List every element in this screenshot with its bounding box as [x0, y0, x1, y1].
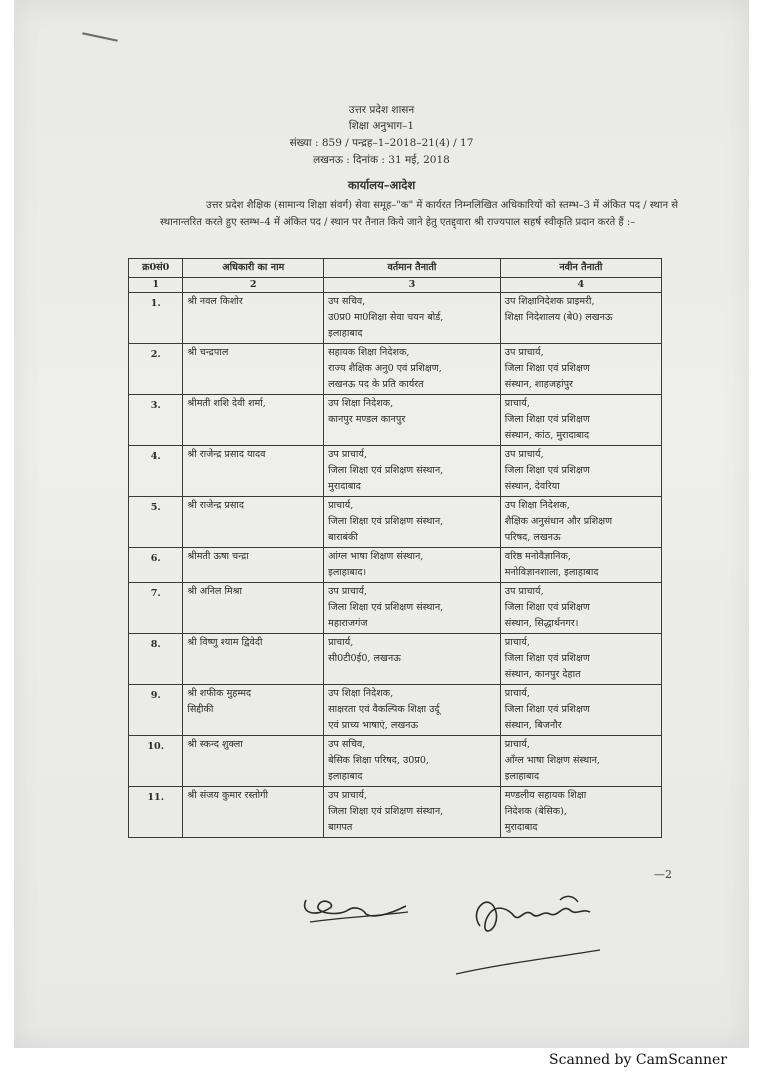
new-posting-line: जिला शिक्षा एवं प्रशिक्षण [504, 653, 590, 664]
officer-name [183, 583, 324, 634]
new-posting-line: प्राचार्य, [504, 398, 530, 409]
current-posting-line: उप सचिव, [328, 296, 366, 307]
officer-name [183, 293, 324, 344]
officer-name [183, 787, 324, 838]
header-number: संख्या : 859 / पन्द्रह–1–2018–21(4) / 17 [289, 137, 474, 149]
officer-name-line: श्रीमती ऊषा चन्द्रा [187, 551, 249, 562]
current-posting-line: उप सचिव, [328, 739, 366, 750]
serial-number: 5. [129, 497, 183, 548]
pen-mark [82, 32, 118, 41]
table-row [129, 736, 662, 787]
table-header-row [129, 259, 662, 278]
new-posting-line: संस्थान, कानपुर देहात [504, 669, 581, 680]
col-number: 3 [324, 278, 501, 293]
current-posting-line: राज्य शैक्षिक अनु0 एवं प्रशिक्षण, [328, 363, 442, 374]
officer-name [183, 395, 324, 446]
officer-name-line: श्री अनिल मिश्रा [187, 586, 242, 597]
current-posting-line: महाराजगंज [328, 618, 368, 629]
current-posting-line: बागपत [328, 822, 353, 833]
officer-name-line: श्री संजय कुमार रस्तोगी [187, 790, 269, 801]
table-row [129, 293, 662, 344]
current-posting [324, 736, 501, 787]
header-section: शिक्षा अनुभाग–1 [348, 120, 415, 132]
current-posting-line: उप प्राचार्य, [328, 790, 367, 801]
col-header-new: नवीन तैनाती [500, 259, 661, 278]
new-posting [500, 548, 661, 583]
officer-name-line: श्री नवल किशोर [187, 296, 243, 307]
current-posting-line: जिला शिक्षा एवं प्रशिक्षण संस्थान, [328, 465, 444, 476]
current-posting-line: उ0प्र0 मा0शिक्षा सेवा चयन बोर्ड, [328, 312, 444, 323]
officer-name-line: श्री विष्णु श्याम द्विवेदी [187, 637, 263, 648]
new-posting-line: जिला शिक्षा एवं प्रशिक्षण [504, 414, 590, 425]
current-posting [324, 293, 501, 344]
transfer-table [128, 258, 662, 838]
current-posting [324, 344, 501, 395]
new-posting-line: मण्डलीय सहायक शिक्षा [504, 790, 587, 801]
current-posting [324, 497, 501, 548]
new-posting-line: जिला शिक्षा एवं प्रशिक्षण [504, 465, 590, 476]
current-posting [324, 446, 501, 497]
new-posting-line: जिला शिक्षा एवं प्रशिक्षण [504, 602, 590, 613]
officer-name [183, 344, 324, 395]
current-posting-line: सी0टी0ई0, लखनऊ [328, 653, 401, 664]
new-posting-line: प्राचार्य, [504, 637, 530, 648]
new-posting-line: उप प्राचार्य, [504, 586, 544, 597]
new-posting [500, 685, 661, 736]
new-posting-line: इलाहाबाद [504, 771, 540, 782]
officer-name [183, 685, 324, 736]
current-posting-line: साक्षरता एवं वैकल्पिक शिक्षा उर्दू [328, 704, 440, 715]
officer-name [183, 736, 324, 787]
current-posting [324, 583, 501, 634]
serial-number: 4. [129, 446, 183, 497]
intro-paragraph: उत्तर प्रदेश शैक्षिक (सामान्य शिक्षा संवर्ग) सेवा समूह–"क" में कार्यरत निम्नलिखित अधिकारियों को स्तम्भ–3 में अंकित पद / स्थान से स्थानान्तरित करते हुए स्तम्भ–4 में अंकित पद / स्थान पर तैनात किये जाने हेतु एतद्द्वारा श्री राज्यपाल सहर्ष स्वीकृति प्रदान करते हैं :– [160, 200, 678, 228]
serial-number: 7. [129, 583, 183, 634]
current-posting-line: इलाहाबाद [328, 328, 363, 339]
new-posting-line: वरिष्ठ मनोवैज्ञानिक, [504, 551, 571, 562]
new-posting-line: प्राचार्य, [504, 739, 530, 750]
serial-number: 8. [129, 634, 183, 685]
current-posting-line: बाराबंकी [328, 532, 358, 543]
new-posting [500, 344, 661, 395]
signature-initials [296, 888, 416, 928]
officer-name [183, 548, 324, 583]
current-posting [324, 787, 501, 838]
new-posting-line: संस्थान, शाहजहांपुर [504, 379, 573, 390]
new-posting-line: आँग्ल भाषा शिक्षण संस्थान, [504, 755, 600, 766]
table-row [129, 787, 662, 838]
table-row [129, 548, 662, 583]
table-body [129, 293, 662, 838]
table-row [129, 634, 662, 685]
current-posting-line: एवं प्राच्य भाषाएं, लखनऊ [328, 720, 419, 731]
signature-officer [450, 870, 610, 980]
new-posting-line: उप शिक्षानिदेशक प्राइमरी, [504, 296, 595, 307]
current-posting-line: इलाहाबाद [328, 771, 363, 782]
new-posting-line: शैक्षिक अनुसंधान और प्रशिक्षण [504, 516, 613, 527]
current-posting-line: बेसिक शिक्षा परिषद, उ0प्र0, [328, 755, 429, 766]
current-posting [324, 634, 501, 685]
serial-number: 2. [129, 344, 183, 395]
current-posting-line: इलाहाबाद। [328, 567, 367, 578]
table-row [129, 446, 662, 497]
new-posting-line: संस्थान, बिजनौर [504, 720, 562, 731]
col-number: 1 [129, 278, 183, 293]
current-posting-line: उप शिक्षा निदेशक, [328, 688, 394, 699]
new-posting-line: उप प्राचार्य, [504, 347, 544, 358]
officer-name [183, 497, 324, 548]
col-number: 4 [500, 278, 661, 293]
column-number-row [129, 278, 662, 293]
col-number: 2 [183, 278, 324, 293]
new-posting-line: शिक्षा निदेशालय (बे0) लखनऊ [504, 312, 613, 323]
new-posting [500, 446, 661, 497]
serial-number: 6. [129, 548, 183, 583]
officer-name [183, 634, 324, 685]
current-posting-line: कानपुर मण्डल कानपुर [328, 414, 406, 425]
serial-number: 9. [129, 685, 183, 736]
serial-number: 10. [129, 736, 183, 787]
current-posting-line: प्राचार्य, [328, 500, 354, 511]
table-row [129, 685, 662, 736]
current-posting-line: सहायक शिक्षा निदेशक, [328, 347, 410, 358]
table-row [129, 583, 662, 634]
new-posting-line: निदेशक (बेसिक), [504, 806, 567, 817]
new-posting-line: उप प्राचार्य, [504, 449, 544, 460]
serial-number: 11. [129, 787, 183, 838]
officer-name-line: श्रीमती शशि देवी शर्मा, [187, 398, 266, 409]
new-posting-line: जिला शिक्षा एवं प्रशिक्षण [504, 363, 590, 374]
officer-name-line: श्री चन्द्रपाल [187, 347, 229, 358]
new-posting-line: मुरादाबाद [504, 822, 538, 833]
officer-name-line: श्री शफीक मुहम्मद [187, 688, 252, 699]
current-posting [324, 685, 501, 736]
current-posting-line: उप प्राचार्य, [328, 586, 367, 597]
serial-number: 3. [129, 395, 183, 446]
new-posting [500, 787, 661, 838]
order-title: कार्यालय–आदेश [347, 178, 416, 192]
officer-name [183, 446, 324, 497]
current-posting-line: जिला शिक्षा एवं प्रशिक्षण संस्थान, [328, 516, 444, 527]
officer-name-line: श्री स्कन्द शुक्ला [187, 739, 243, 750]
current-posting-line: जिला शिक्षा एवं प्रशिक्षण संस्थान, [328, 806, 444, 817]
new-posting-line: उप शिक्षा निदेशक, [504, 500, 570, 511]
table-row [129, 395, 662, 446]
current-posting-line: उप शिक्षा निदेशक, [328, 398, 394, 409]
scanner-watermark: Scanned by CamScanner [549, 1052, 727, 1068]
new-posting-line: संस्थान, कांठ, मुरादाबाद [504, 430, 590, 441]
current-posting-line: आंग्ल भाषा शिक्षण संस्थान, [328, 551, 424, 562]
col-header-sn: क्र0सं0 [129, 259, 183, 278]
col-header-name: अधिकारी का नाम [183, 259, 324, 278]
officer-name-line: श्री राजेन्द्र प्रसाद [187, 500, 244, 511]
new-posting [500, 736, 661, 787]
new-posting [500, 583, 661, 634]
table-row [129, 344, 662, 395]
header-govt: उत्तर प्रदेश शासन [348, 104, 415, 116]
new-posting-line: प्राचार्य, [504, 688, 530, 699]
officer-name-line: श्री राजेन्द्र प्रसाद यादव [187, 449, 266, 460]
new-posting-line: संस्थान, सिद्धार्थनगर। [504, 618, 579, 629]
current-posting-line: जिला शिक्षा एवं प्रशिक्षण संस्थान, [328, 602, 444, 613]
new-posting [500, 634, 661, 685]
current-posting-line: प्राचार्य, [328, 637, 354, 648]
current-posting-line: लखनऊ पद के प्रति कार्यरत [328, 379, 424, 390]
page-number: —2 [654, 868, 672, 881]
new-posting-line: मनोविज्ञानशाला, इलाहाबाद [504, 567, 599, 578]
new-posting [500, 497, 661, 548]
new-posting-line: परिषद, लखनऊ [504, 532, 561, 543]
serial-number: 1. [129, 293, 183, 344]
header-date: लखनऊ : दिनांक : 31 मई, 2018 [313, 154, 450, 166]
new-posting-line: संस्थान, देवरिया [504, 481, 560, 492]
current-posting-line: उप प्राचार्य, [328, 449, 367, 460]
new-posting [500, 293, 661, 344]
new-posting-line: जिला शिक्षा एवं प्रशिक्षण [504, 704, 590, 715]
current-posting [324, 395, 501, 446]
new-posting [500, 395, 661, 446]
col-header-current: वर्तमान तैनाती [324, 259, 501, 278]
current-posting [324, 548, 501, 583]
table-row [129, 497, 662, 548]
current-posting-line: मुरादाबाद [328, 481, 361, 492]
officer-name-line: सिद्दीकी [187, 704, 214, 715]
